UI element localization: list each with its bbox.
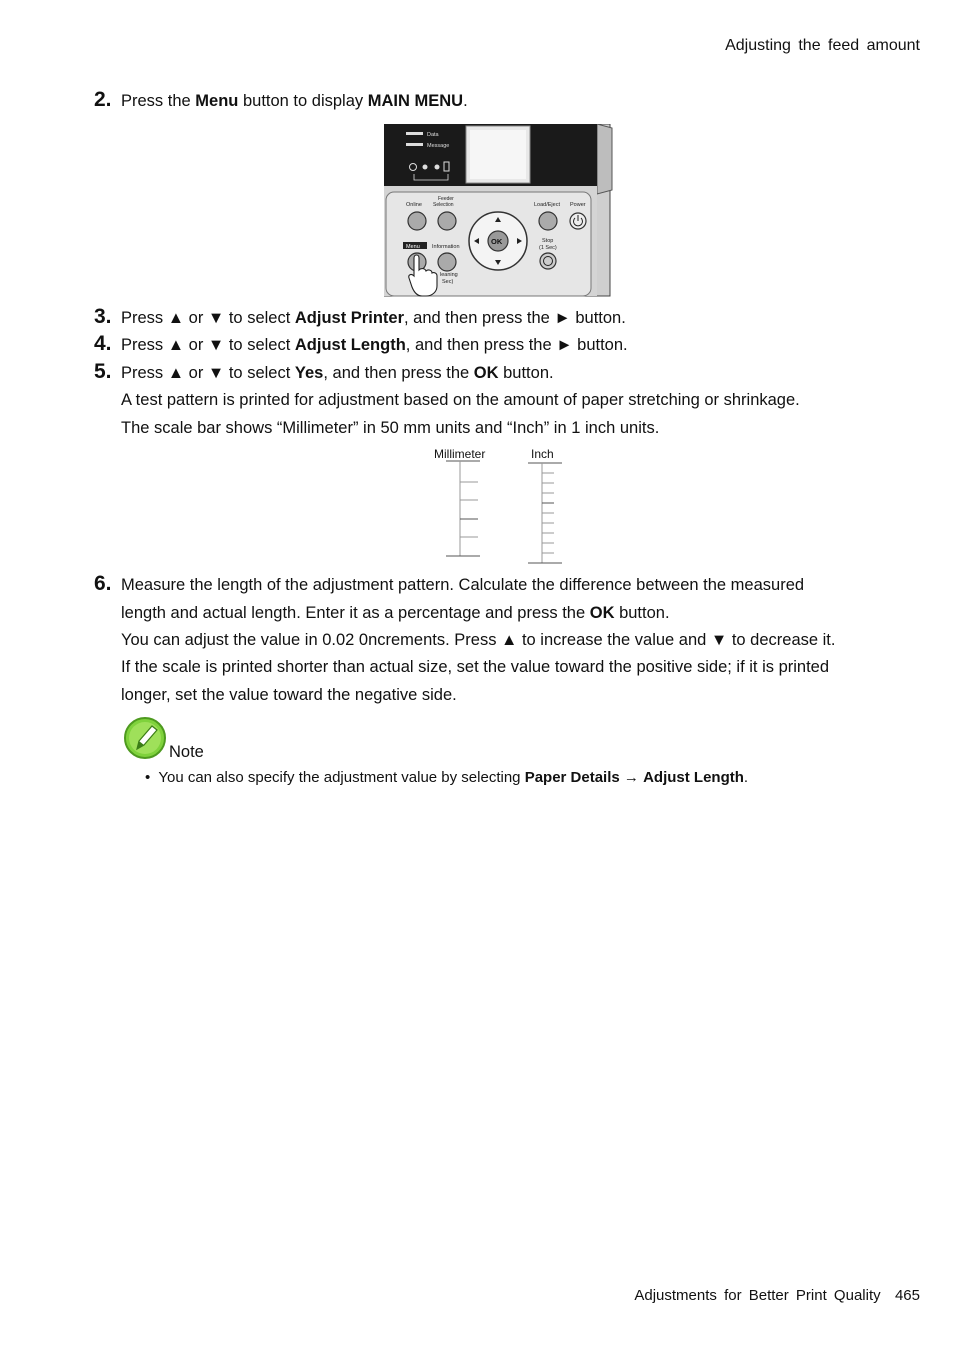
step-5-number: 5. [94,360,112,383]
online-button[interactable] [408,212,426,230]
load-eject-label: Load/Eject [534,202,560,208]
note-icon [123,716,167,760]
step-4-number: 4. [94,332,112,355]
feeder-selection-button[interactable] [438,212,456,230]
step-5-paragraph-1: A test pattern is printed for adjustment based on the amount of paper stretching or shrinkage. [121,391,800,409]
step-5-paragraph-2: The scale bar shows “Millimeter” in 50 mm units and “Inch” in 1 inch units. [121,419,660,437]
step-6-line-2: length and actual length. Enter it as a percentage and press the OK button. [121,604,670,622]
stop-button[interactable] [540,253,556,269]
step-5-text: Press ▲ or ▼ to select Yes, and then press the OK button. [121,364,554,382]
load-eject-button[interactable] [539,212,557,230]
step-6-line-4: If the scale is printed shorter than actual size, set the value toward the positive side; if it is printed [121,658,830,676]
stop-label-line1: Stop [542,238,554,244]
data-indicator-label: Data [427,132,439,138]
note-bullet-item: • You can also specify the adjustment value by selecting Paper Details → Adjust Length. [145,769,749,786]
ok-button-label: OK [491,237,503,246]
millimeter-scale [446,461,480,556]
note-label: Note [169,743,204,761]
step-6-line-3: You can adjust the value in 0.02 0ncrements. Press ▲ to increase the value and ▼ to decrease it. [121,631,836,649]
step-2-text: Press the Menu button to display MAIN MENU. [121,92,468,110]
step-2-number: 2. [94,88,112,111]
control-panel-illustration [384,124,613,298]
information-button-label: Information [432,244,460,250]
step-6-line-5: longer, set the value toward the negative side. [121,686,457,704]
scale-bar-illustration [428,446,568,568]
step-6-number: 6. [94,572,112,595]
page-number: 465 [894,1287,920,1304]
millimeter-label: Millimeter [434,447,486,461]
step-4-text: Press ▲ or ▼ to select Adjust Length, and then press the ► button. [121,336,628,354]
cleaning-label-line2: Sec) [442,279,454,285]
running-footer: Adjustments for Better Print Quality 465 [634,1287,920,1304]
menu-button-label: Menu [406,244,420,250]
step-3-number: 3. [94,305,112,328]
stop-label-line2: (1 Sec) [539,245,557,251]
cleaning-label-line1: leaning [440,272,458,278]
online-button-label: Online [406,202,422,208]
feeder-label-line2: Selection [433,202,454,208]
step-6-line-1: Measure the length of the adjustment pattern. Calculate the difference between the measured [121,576,805,594]
running-header: Adjusting the feed amount [725,37,920,54]
lamp-icon [435,165,440,170]
lamp-icon [423,165,428,170]
inch-label: Inch [531,447,554,461]
message-indicator-label: Message [427,143,450,149]
information-button[interactable] [438,253,456,271]
power-label: Power [570,202,586,208]
feeder-label-line1: Feeder [438,196,454,202]
step-3-text: Press ▲ or ▼ to select Adjust Printer, and then press the ► button. [121,309,626,327]
inch-scale [528,463,562,563]
